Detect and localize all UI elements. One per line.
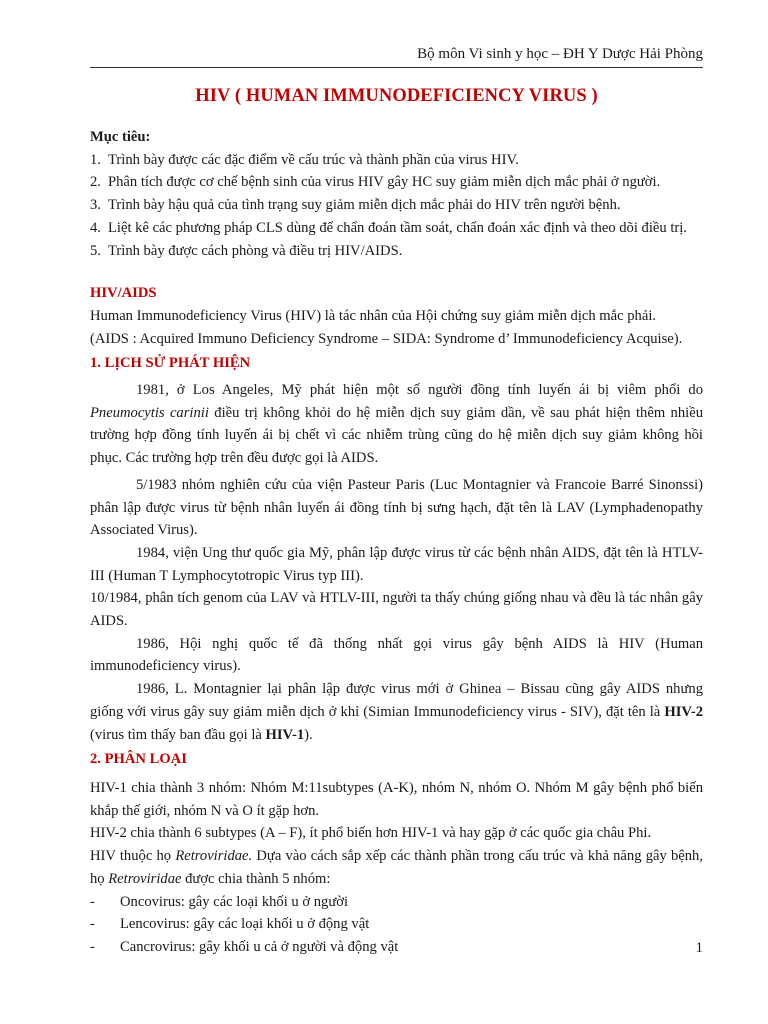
history-p6-bold-hiv1: HIV-1	[265, 726, 305, 743]
classification-p3-text-c: được chia thành 5 nhóm:	[181, 870, 331, 887]
objective-text: Trình bày được các đặc điểm về cấu trúc và thành phần của virus HIV.	[108, 151, 519, 168]
objective-item	[90, 217, 703, 240]
history-paragraph-6	[90, 678, 703, 746]
list-dash: -	[90, 893, 95, 910]
list-item-text: Cancrovirus: gây khối u cả ở người và động vật	[120, 938, 399, 955]
history-p6-bold-hiv2: HIV-2	[664, 703, 703, 720]
history-p6-text-c: ).	[304, 726, 313, 743]
list-dash: -	[90, 938, 95, 955]
objectives-list	[90, 149, 703, 263]
classification-paragraph-2: HIV-2 chia thành 6 subtypes (A – F), ít phổ biến hơn HIV-1 và hay gặp ở các quốc gia châu Phi.	[90, 825, 652, 842]
objective-number: 1.	[90, 151, 101, 168]
history-p1-text-b: điều trị không khỏi do hệ miễn dịch suy giảm dần, về sau phát hiện thêm nhiều trường hợp đồng tính luyến ái bị chết vì các nhiễm trùng cũng do hệ miễn dịch suy giảm không hồi phục. Các trường hợp trên đều được gọi là AIDS.	[90, 404, 703, 467]
hivaids-heading: HIV/AIDS	[90, 285, 157, 302]
history-paragraph-4: 10/1984, phân tích genom của LAV và HTLV-III, người ta thấy chúng giống nhau và đều là tác nhân gây AIDS.	[90, 590, 703, 630]
page-number: 1	[695, 940, 703, 956]
list-dash: -	[90, 916, 95, 933]
history-paragraph-5: 1986, Hội nghị quốc tế đã thống nhất gọi virus gây bệnh AIDS là HIV (Human immunodeficiency virus).	[90, 635, 703, 675]
section-2-heading: 2. PHÂN LOẠI	[90, 751, 187, 768]
document-title: HIV ( HUMAN IMMUNODEFICIENCY VIRUS )	[195, 86, 598, 106]
history-p6-text-b: (virus tìm thấy ban đầu gọi là	[90, 726, 266, 743]
objective-number: 4.	[90, 219, 101, 236]
classification-p3-text-b: Dựa vào cách sắp xếp các thành phần trong cấu trúc và khả năng gây bệnh, họ	[90, 848, 703, 887]
objective-item	[90, 194, 703, 217]
retroviridae-groups-list	[90, 891, 703, 959]
classification-paragraph-1: HIV-1 chia thành 3 nhóm: Nhóm M:11subtypes (A-K), nhóm N, nhóm O. Nhóm M gây bệnh phổ biến khắp thế giới, nhóm N và O ít gặp hơn.	[90, 779, 703, 819]
classification-p3-text-a: HIV thuộc họ	[90, 848, 176, 865]
page-header: Bộ môn Vi sinh y học – ĐH Y Dược Hải Phòng	[90, 46, 703, 68]
list-item	[90, 891, 703, 914]
hivaids-line-2: (AIDS : Acquired Immuno Deficiency Syndrome – SIDA: Syndrome d’ Immunodeficiency Acquise).	[90, 330, 683, 347]
list-item	[90, 936, 703, 959]
objective-text: Phân tích được cơ chế bệnh sinh của virus HIV gây HC suy giảm miễn dịch mắc phải ở người.	[108, 174, 661, 191]
objective-number: 3.	[90, 197, 101, 214]
list-item-text: Lencovirus: gây các loại khối u ở động vật	[120, 916, 370, 933]
classification-p3-italic-2: Retroviridae	[108, 870, 182, 887]
hivaids-line-1: Human Immunodeficiency Virus (HIV) là tác nhân của Hội chứng suy giảm miễn dịch mắc phải.	[90, 307, 657, 324]
objective-text: Trình bày hậu quả của tình trạng suy giảm miễn dịch mắc phải do HIV trên người bệnh.	[108, 197, 621, 214]
section-1-heading: 1. LỊCH SỬ PHÁT HIỆN	[90, 355, 251, 372]
history-paragraph-1	[90, 379, 703, 470]
objectives-heading: Mục tiêu:	[90, 129, 151, 145]
objective-text: Trình bày được cách phòng và điều trị HIV/AIDS.	[108, 242, 403, 259]
objective-text: Liệt kê các phương pháp CLS dùng để chẩn đoán tầm soát, chẩn đoán xác định và theo dõi điều trị.	[108, 219, 687, 236]
history-p1-text-a: 1981, ở Los Angeles, Mỹ phát hiện một số người đồng tính luyến ái bị viêm phổi do	[136, 382, 703, 399]
history-paragraph-3: 1984, viện Ung thư quốc gia Mỹ, phân lập được virus từ các bệnh nhân AIDS, đặt tên là HTLV-III (Human T Lymphocytotropic Virus typ III).	[90, 544, 703, 584]
objective-number: 5.	[90, 242, 101, 259]
classification-paragraph-3	[90, 845, 703, 890]
objective-item	[90, 149, 703, 172]
objective-item	[90, 171, 703, 194]
list-item	[90, 913, 703, 936]
history-p1-italic: Pneumocytis carinii	[90, 404, 209, 421]
objective-number: 2.	[90, 174, 101, 191]
classification-p3-italic-1: Retroviridae.	[175, 848, 253, 865]
document-body	[90, 126, 703, 959]
history-paragraph-2: 5/1983 nhóm nghiên cứu của viện Pasteur Paris (Luc Montagnier và Francoie Barré Sinonssi) phân lập được virus từ bệnh nhân luyến ái đồng tính bị sưng hạch, đặt tên là LAV (Lymphadenopathy Associated Virus).	[90, 476, 703, 539]
list-item-text: Oncovirus: gây các loại khối u ở người	[120, 893, 349, 910]
history-p6-text-a: 1986, L. Montagnier lại phân lập được virus mới ở Ghinea – Bissau cũng gây AIDS nhưng giống với virus gây suy giảm miễn dịch ở khỉ (Simian Immunodeficiency virus - SIV), đặt tên là	[90, 681, 703, 720]
objective-item	[90, 240, 703, 263]
